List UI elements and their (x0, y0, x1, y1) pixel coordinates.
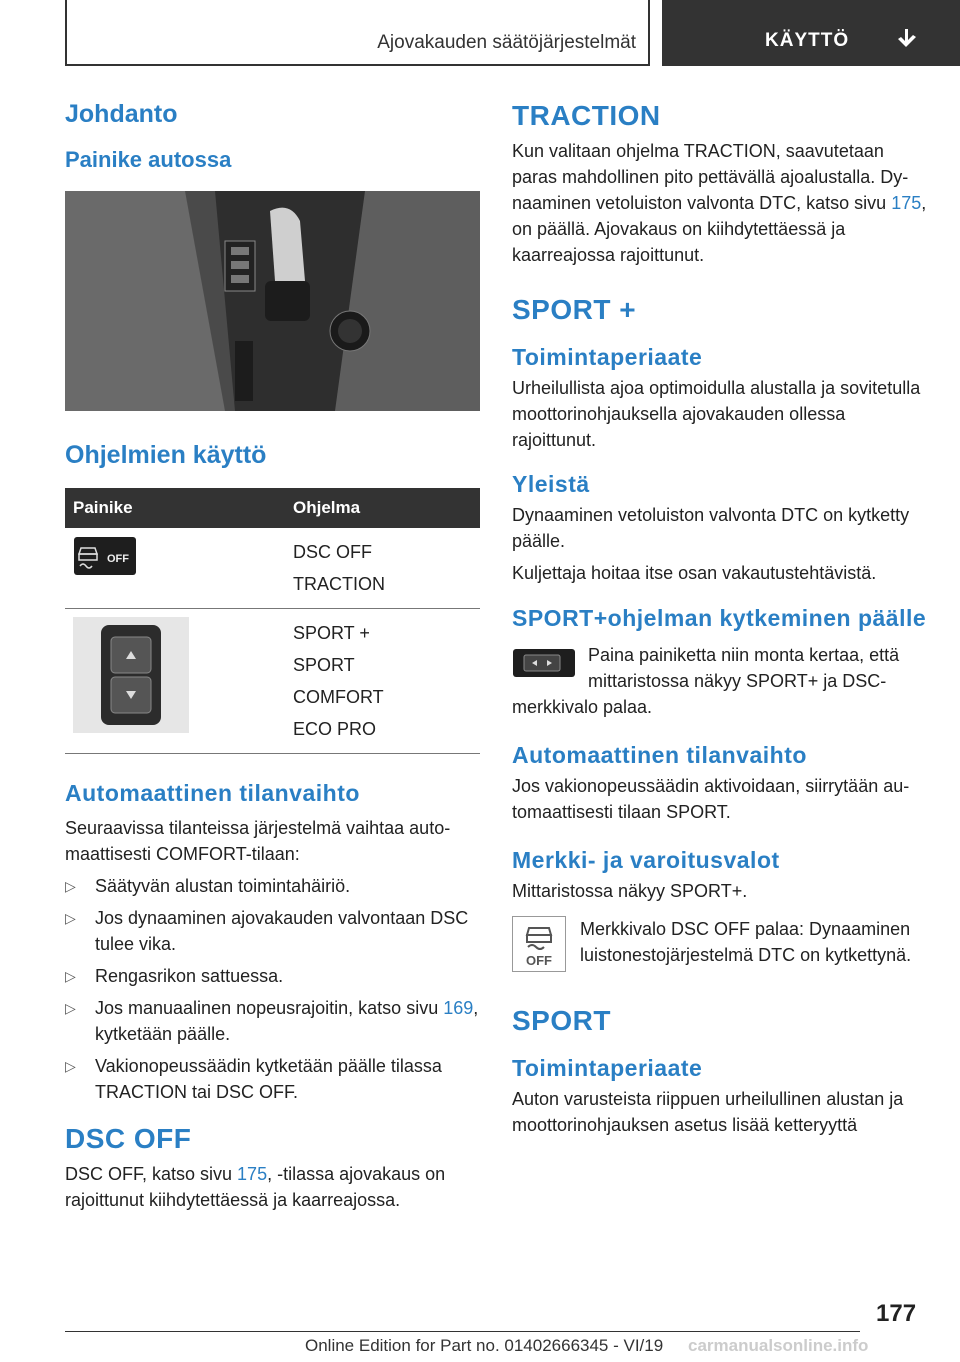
dsc-off-button-icon (73, 553, 137, 580)
right-column (512, 100, 927, 1138)
general-text-1: Dynaaminen vetoluiston valvonta DTC on kytketty päälle. (512, 505, 910, 551)
footer-divider (65, 1331, 860, 1332)
heading-button-in-car: Painike autossa (65, 147, 232, 172)
list-item-text: Säätyvän alustan toimintahäiriö. (95, 876, 351, 896)
list-item-text: , kytketään päälle. (95, 998, 479, 1044)
page-link[interactable]: 175 (237, 1164, 268, 1184)
table-row (65, 609, 480, 754)
heading-enable-sport-plus: SPORT+ohjelman kytkeminen päälle (512, 605, 927, 631)
center-console-photo (65, 191, 480, 411)
dsc-off-text (65, 1161, 480, 1213)
auto-mode-text: Seuraavissa tilanteissa järjestelmä vaihtaa automaattisesti COMFORT-tilaan: (65, 818, 451, 864)
triangle-bullet-icon: ▷ (65, 878, 76, 894)
rocker-switch-icon (512, 648, 576, 685)
list-item (65, 995, 480, 1047)
table-cell-programs (285, 609, 480, 754)
indicator-description: Merkkivalo DSC OFF palaa: Dynaaminen luistonestojärjestelmä DTC on kytkettynä. (580, 919, 912, 965)
heading-auto-mode-switch: Automaattinen tilanvaihto (65, 780, 360, 806)
triangle-bullet-icon: ▷ (65, 1000, 76, 1016)
edition-text: Online Edition for Part no. 01402666345 - VI/19 (305, 1336, 664, 1355)
general-text-2: Kuljettaja hoitaa itse osan vakautustehtävistä. (512, 563, 877, 583)
table-header-row (65, 488, 480, 528)
heading-auto-mode-switch: Automaattinen tilanvaihto (512, 742, 807, 768)
triangle-bullet-icon: ▷ (65, 910, 76, 926)
program-name: SPORT + (293, 623, 370, 643)
heading-principle: Toimintaperiaate (512, 1055, 703, 1081)
triangle-bullet-icon: ▷ (65, 1058, 76, 1074)
header-button: Painike (65, 488, 285, 528)
text-span: DSC OFF, katso sivu (65, 1164, 238, 1184)
indicator-label: OFF (526, 953, 552, 968)
watermark: carmanualsonline.info (688, 1336, 869, 1355)
program-name: SPORT (293, 655, 355, 675)
section-title: Ajovakauden säätöjärjestelmät (377, 32, 636, 53)
triangle-bullet-icon: ▷ (65, 968, 76, 984)
table-row (65, 528, 480, 609)
program-name: DSC OFF (293, 542, 372, 562)
program-table (65, 488, 480, 754)
driving-experience-switch-icon (73, 717, 189, 737)
principle-text: Auton varusteista riippuen urheilullinen alustan ja moottorinohjauksen asetus lisää ketteryyttä (512, 1089, 904, 1135)
list-item (65, 873, 480, 899)
list-item (65, 905, 480, 957)
enable-text (512, 642, 927, 720)
traction-text (512, 138, 927, 268)
text-span: , on päällä. Ajovakaus on kiihdytettäessä ja kaarreajossa rajoittunut. (512, 193, 927, 265)
chapter-title: KÄYTTÖ (765, 30, 850, 51)
list-item-text: Vakionopeussäädin kytketään päälle tilassa TRACTION tai DSC OFF. (95, 1056, 442, 1102)
heading-dsc-off: DSC OFF (65, 1123, 192, 1154)
heading-principle: Toimintaperiaate (512, 344, 703, 370)
heading-traction: TRACTION (512, 100, 661, 131)
header-section-box (65, 0, 650, 66)
heading-sport: SPORT (512, 1005, 611, 1036)
list-item-text: Jos manuaalinen nopeusrajoitin, katso sivu (95, 998, 444, 1018)
table-cell-icon (65, 528, 285, 609)
dsc-off-indicator-icon (512, 916, 566, 977)
text-span: , -tilassa ajovakaus on rajoittunut kiihdytettäessä ja kaarreajossa. (65, 1164, 446, 1210)
header-program: Ohjelma (285, 488, 480, 528)
page-number: 177 (876, 1300, 917, 1327)
indicators-text: Mittaristossa näkyy SPORT+. (512, 881, 748, 901)
indicator-row (512, 916, 927, 977)
list-item (65, 963, 480, 989)
table-cell-programs (285, 528, 480, 609)
program-name: TRACTION (293, 574, 385, 594)
heading-program-usage: Ohjelmien käyttö (65, 441, 267, 469)
text-span: Paina painiketta niin monta kertaa, että mittaristossa näkyy SPORT+ ja DSC-merkkivalo palaa. (512, 645, 900, 717)
program-name: COMFORT (293, 687, 384, 707)
list-item (65, 1053, 480, 1105)
list-item-text: Rengasrikon sattuessa. (95, 966, 284, 986)
heading-intro: Johdanto (65, 100, 178, 128)
principle-text: Urheilullista ajoa optimoidulla alustalla ja sovitetulla moottorinohjauksella ajovakauden ollessa rajoittunut. (512, 378, 921, 450)
header-chapter-box (662, 0, 960, 66)
page-link[interactable]: 169 (443, 998, 474, 1018)
heading-indicator-lights: Merkki- ja varoitusvalot (512, 847, 780, 873)
page-link[interactable]: 175 (891, 193, 922, 213)
program-name: ECO PRO (293, 719, 377, 739)
svg-text:OFF: OFF (107, 553, 129, 565)
text-span: Kun valitaan ohjelma TRACTION, saavutetaan paras mahdollinen pito pettävällä ajoalustalla. Dynaaminen vetoluiston valvonta DTC, katso sivu (512, 141, 909, 213)
heading-general: Yleistä (512, 471, 590, 497)
hand-pointer-icon (894, 26, 920, 57)
auto-mode-text: Jos vakionopeussäädin aktivoidaan, siirrytään automaattisesti tilaan SPORT. (512, 776, 910, 822)
table-cell-icon (65, 609, 285, 754)
left-column (65, 100, 480, 1213)
bullet-list (65, 873, 480, 1105)
heading-sport-plus: SPORT + (512, 294, 637, 325)
list-item-text: Jos dynaaminen ajovakauden valvontaan DSC tulee vika. (95, 908, 469, 954)
